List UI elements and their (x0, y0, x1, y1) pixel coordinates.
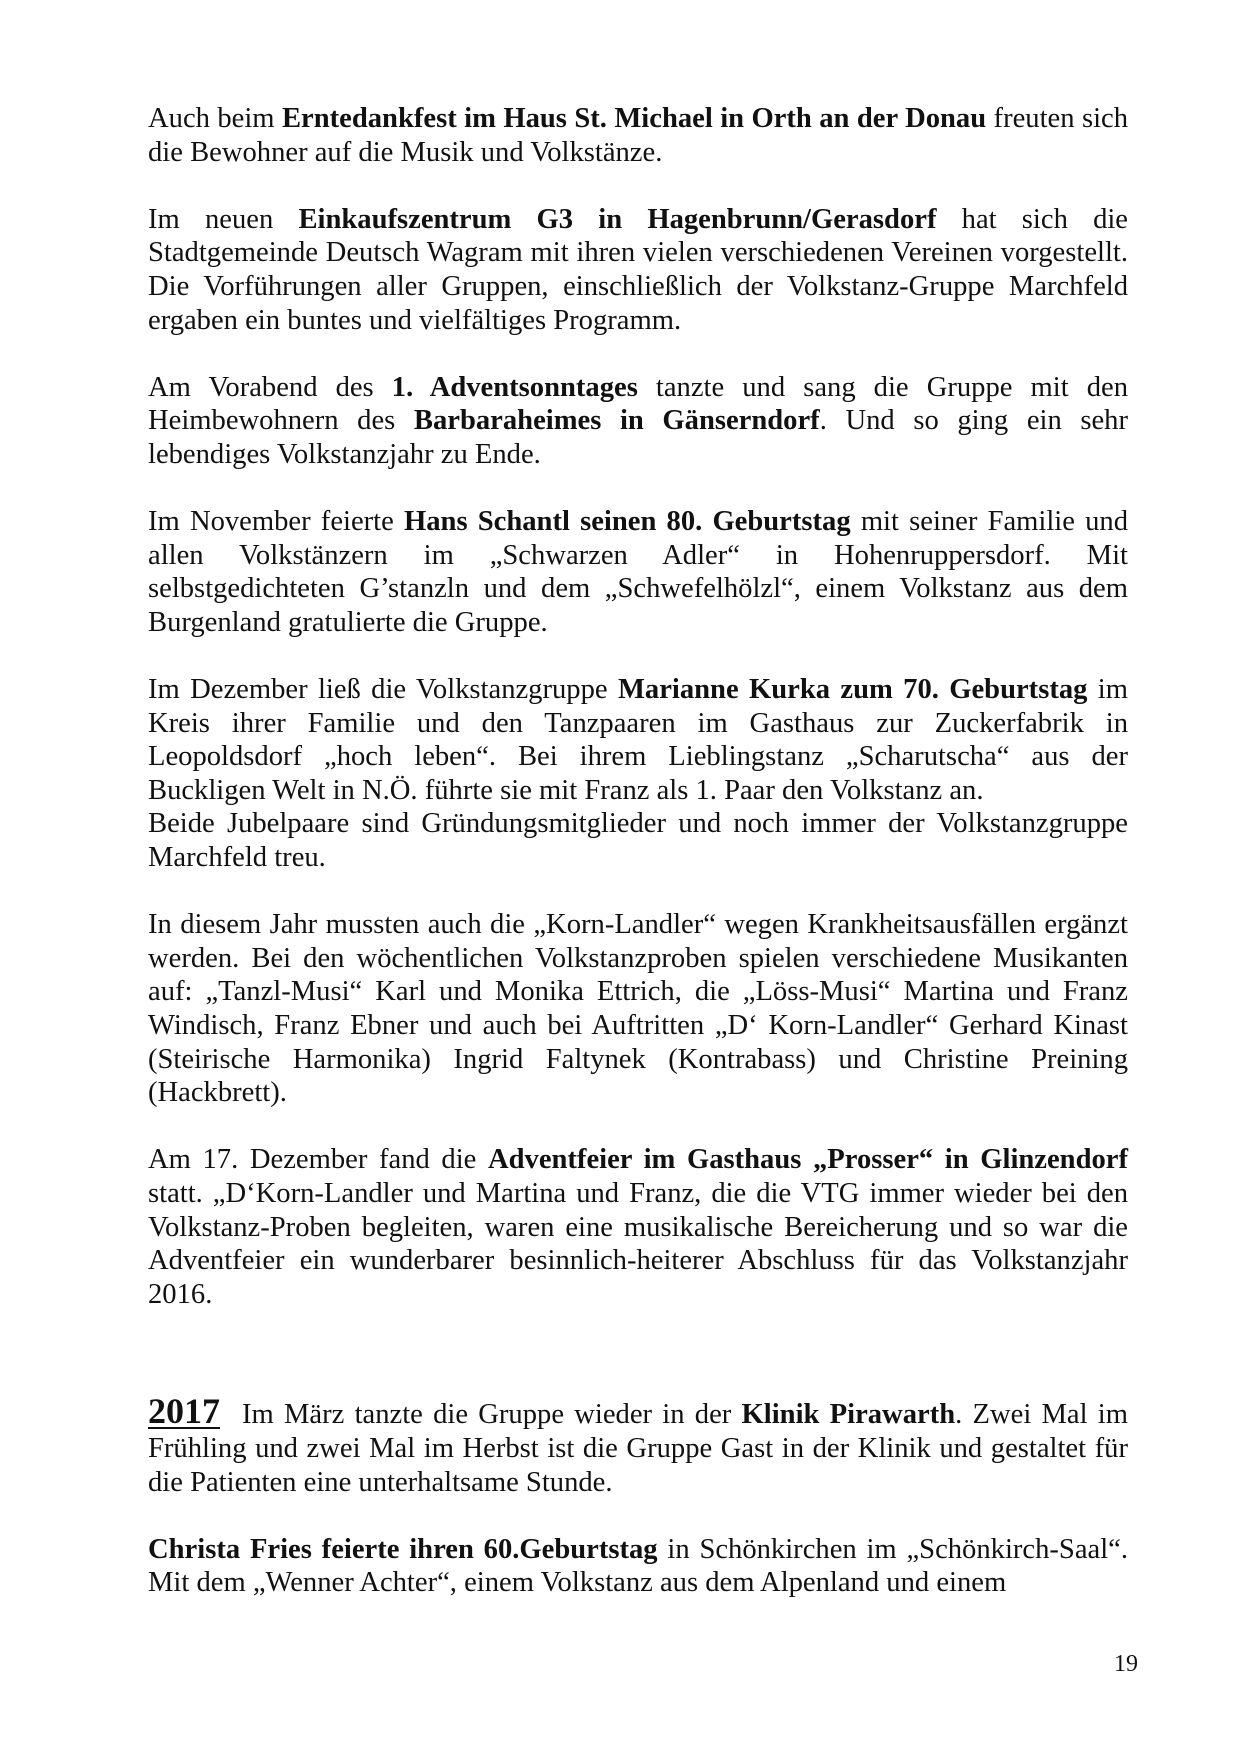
text-run: statt. „D‘Korn-Landler und Martina und Franz, die die VTG immer wieder bei den Volkstanz-Proben begleiten, waren eine musikalische Bereicherung und so war die Adventfeier ein wunderbarer besinnlich-heiterer Abschluss für das Volkstanzjahr 2016. (148, 1178, 1128, 1310)
text-run: in Schönkirchen im „Schönkirch-Saal“. Mit dem „Wenner Achter“, einem Volkstanz aus dem Alpenland und einem (148, 1533, 1128, 1599)
text-run: Am Vorabend des (148, 371, 392, 403)
paragraph-marianne-kurka (148, 673, 1128, 807)
year-heading: 2017 (148, 1391, 220, 1432)
bold-text: Adventfeier im Gasthaus „Prosser“ in Glinzendorf (487, 1144, 1128, 1176)
text-run: Am 17. Dezember fand die (148, 1144, 488, 1176)
text-run: . Zwei Mal im Frühling und zwei Mal im Herbst ist die Gruppe Gast in der Klinik und gestaltet für die Patienten eine unterhaltsame Stunde. (148, 1399, 1128, 1498)
page-number: 19 (1114, 1651, 1138, 1677)
bold-text: Christa Fries feierte ihren 60.Geburtstag (148, 1533, 658, 1565)
text-run: Auch beim (148, 103, 282, 134)
text-run: Im November feierte (148, 506, 404, 538)
text-run: Im März tanzte die Gruppe wieder in der (242, 1399, 742, 1431)
paragraph-korn-landler (148, 908, 1128, 1110)
bold-text: Hans Schantl seinen 80. Geburtstag (404, 506, 851, 538)
paragraph-jubelpaare (148, 807, 1128, 874)
text-run: hat sich die Stadtgemeinde Deutsch Wagram mit ihren vielen verschiedenen Vereinen vorgestellt. Die Vorführungen aller Gruppen, einschließlich der Volkstanz-Gruppe Marchfeld ergaben ein buntes und vielfältiges Programm. (148, 203, 1128, 336)
text-run: tanzte und sang die Gruppe mit den Heimbewohnern des (148, 371, 1128, 437)
bold-text: Erntedankfest im Haus St. Michael in Orth an der Donau (281, 103, 987, 134)
paragraph-hans-schantl (148, 505, 1128, 639)
text-run: freuten sich die Bewohner auf die Musik und Volkstänze. (148, 103, 1128, 168)
paragraph-2017-klinik (148, 1391, 1128, 1499)
text-run: . Und so ging ein sehr lebendiges Volkstanzjahr zu Ende. (148, 405, 1129, 470)
paragraph-erntedankfest (148, 102, 1128, 169)
paragraph-adventfeier (148, 1143, 1128, 1311)
text-run: Im Dezember ließ die Volkstanzgruppe (148, 674, 618, 706)
text-run: Im neuen (148, 203, 299, 235)
paragraph-einkaufszentrum (148, 203, 1128, 337)
bold-text: 1. Adventsonntages (391, 371, 638, 403)
bold-text: Marianne Kurka zum 70. Geburtstag (617, 674, 1088, 706)
text-run: In diesem Jahr mussten auch die „Korn-Landler“ wegen Krankheitsausfällen ergänzt werden. Bei den wöchentlichen Volkstanzproben spielen verschiedene Musikanten auf: „Tanzl-Musi“ Karl und Monika Ettrich, die „Löss-Musi“ Martina und Franz Windisch, Franz Ebner und auch bei Auftritten „D‘ Korn-Landler“ Gerhard Kinast (Steirische Harmonika) Ingrid Faltynek (Kontrabass) und Christine Preining (Hackbrett). (148, 909, 1128, 1109)
paragraph-adventsonntag (148, 371, 1128, 472)
text-run: Beide Jubelpaare sind Gründungsmitglieder und noch immer der Volkstanzgruppe Marchfeld treu. (148, 808, 1128, 874)
bold-text: Einkaufszentrum G3 in Hagenbrunn/Gerasdorf (298, 203, 937, 235)
text-run: im Kreis ihrer Familie und den Tanzpaaren im Gasthaus zur Zuckerfabrik in Leopoldsdorf „hoch leben“. Bei ihrem Lieblingstanz „Scharutscha“ aus der Buckligen Welt in N.Ö. führte sie mit Franz als 1. Paar den Volkstanz an. (148, 674, 1128, 806)
bold-text: Klinik Pirawarth (741, 1399, 956, 1431)
text-run: mit seiner Familie und allen Volkstänzern im „Schwarzen Adler“ in Hohenruppersdorf. Mit selbstgedichteten G’stanzln und dem „Schwefelhölzl“, einem Volkstanz aus dem Burgenland gratulierte die Gruppe. (148, 506, 1129, 638)
bold-text: Barbaraheimes in Gänserndorf (413, 405, 820, 437)
document-body (148, 102, 1128, 1634)
paragraph-christa-fries (148, 1533, 1128, 1600)
